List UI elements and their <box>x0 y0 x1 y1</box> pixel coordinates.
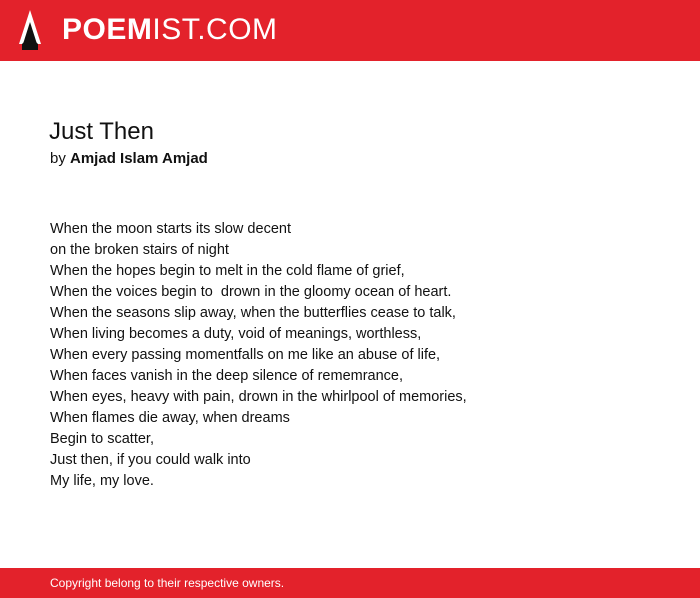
poem-title: Just Then <box>49 118 154 145</box>
poem-line: Begin to scatter, <box>50 431 154 447</box>
author-name: Amjad Islam Amjad <box>70 150 208 167</box>
poem-line: When every passing momentfalls on me like an abuse of life, <box>50 347 441 363</box>
byline <box>50 149 208 169</box>
poem-line: My life, my love. <box>50 473 154 489</box>
brand-bold: POEM <box>62 13 153 46</box>
poem-line: When eyes, heavy with pain, drown in the whirlpool of memories, <box>50 389 467 405</box>
poem-line: When the seasons slip away, when the butterflies cease to talk, <box>50 305 456 321</box>
poem-line: When the voices begin to drown in the gloomy ocean of heart. <box>50 284 452 300</box>
site-footer <box>0 568 700 598</box>
poem-line: When the moon starts its slow decent <box>50 221 291 237</box>
by-prefix: by <box>50 150 71 167</box>
brand-light: IST.COM <box>152 13 278 46</box>
site-header <box>0 0 700 61</box>
pencil-tip-icon <box>17 10 43 52</box>
poem-line: When faces vanish in the deep silence of rememrance, <box>50 368 404 384</box>
poem-line: When living becomes a duty, void of meanings, worthless, <box>50 326 422 342</box>
poem-line: Just then, if you could walk into <box>50 452 251 468</box>
site-logo-link[interactable] <box>62 12 278 48</box>
poem-body <box>50 219 467 492</box>
poem-line: When the hopes begin to melt in the cold flame of grief, <box>50 263 405 279</box>
copyright-text: Copyright belong to their respective owners. <box>50 576 285 590</box>
poem-line: on the broken stairs of night <box>50 242 229 258</box>
poem-line: When flames die away, when dreams <box>50 410 290 426</box>
